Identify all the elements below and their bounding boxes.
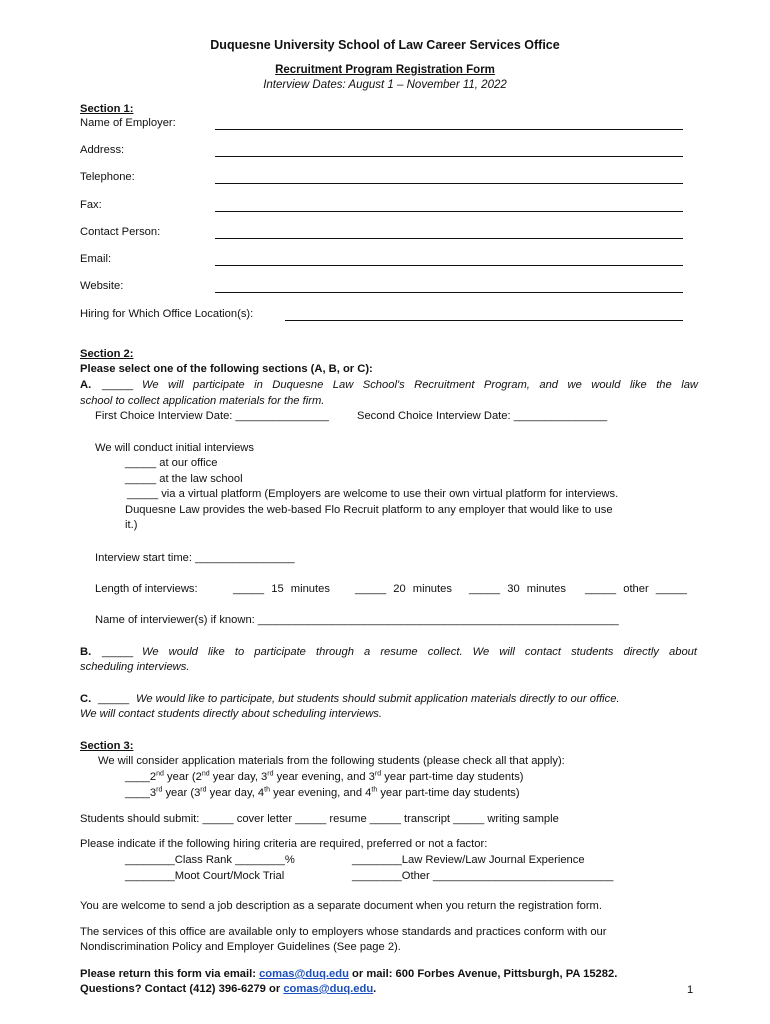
length-15-option[interactable]: _____ 15 minutes (233, 583, 330, 595)
option-b-label: B. (80, 646, 92, 658)
email-label: Email: (80, 253, 112, 265)
section2-heading: Section 2: (80, 348, 134, 360)
law-review-option[interactable]: ________Law Review/Law Journal Experience (352, 854, 585, 866)
org-title: Duquesne University School of Law Career Services Office (210, 38, 560, 52)
second-year-option[interactable]: ____2nd year (2nd year day, 3rd year evening, and 3rd year part-time day students) (125, 770, 524, 783)
questions-contact: Questions? Contact (412) 396-6279 or comas@duq.edu. (80, 983, 377, 995)
telephone-field[interactable] (215, 183, 683, 184)
option-c-blank[interactable]: _____ (98, 693, 130, 705)
employer-label: Name of Employer: (80, 117, 176, 129)
email-link[interactable]: comas@duq.edu (259, 968, 349, 980)
address-field[interactable] (215, 156, 683, 157)
option-our-office[interactable]: _____ at our office (125, 457, 218, 469)
third-year-option[interactable]: ____3rd year (3rd year day, 4th year evening, and 4th year part-time day students) (125, 786, 520, 799)
hiring-criteria-label: Please indicate if the following hiring criteria are required, preferred or not a factor: (80, 838, 488, 850)
address-label: Address: (80, 144, 125, 156)
services-note-line2: Nondiscrimination Policy and Employer Guidelines (See page 2). (80, 941, 401, 953)
page-number: 1 (687, 984, 694, 996)
length-other-option[interactable]: _____ other _____ (585, 583, 687, 595)
job-description-note: You are welcome to send a job description as a separate document when you return the registration form. (80, 900, 602, 912)
employer-field[interactable] (215, 129, 683, 130)
first-choice-date[interactable]: First Choice Interview Date: _______________ (95, 410, 329, 422)
second-choice-date[interactable]: Second Choice Interview Date: _______________ (357, 410, 608, 422)
option-a-label: A. (80, 379, 92, 391)
length-of-interviews-label: Length of interviews: (95, 583, 198, 595)
other-criteria-option[interactable]: ________Other _____________________________ (352, 870, 614, 882)
option-b-blank[interactable]: _____ (102, 646, 134, 658)
fax-field[interactable] (215, 211, 683, 212)
length-20-option[interactable]: _____ 20 minutes (355, 583, 452, 595)
option-b-text-line1: We would like to participate through a resume collect. We will contact students directly about (142, 646, 697, 658)
interviewer-names-field[interactable]: Name of interviewer(s) if known: __________________________________________________________ (95, 614, 619, 626)
class-rank-option[interactable]: ________Class Rank ________% (125, 854, 295, 866)
interview-dates: Interview Dates: August 1 – November 11, 2022 (263, 79, 507, 91)
option-c-label: C. (80, 693, 92, 705)
option-c-text-line2: We will contact students directly about scheduling interviews. (80, 708, 383, 720)
contact-field[interactable] (215, 238, 683, 239)
interview-start-time[interactable]: Interview start time: ________________ (95, 552, 295, 564)
questions-email-link[interactable]: comas@duq.edu (283, 983, 374, 995)
moot-court-option[interactable]: ________Moot Court/Mock Trial (125, 870, 285, 882)
option-a-blank[interactable]: _____ (102, 379, 134, 391)
option-virtual-platform[interactable]: _____ via a virtual platform (Employers are welcome to use their own virtual platform for interviews. (127, 488, 619, 500)
option-a-text-line2: school to collect application materials for the firm. (80, 395, 325, 407)
return-instructions: Please return this form via email: comas@duq.edu or mail: 600 Forbes Avenue, Pittsburgh, PA 15282. (80, 968, 618, 980)
initial-interviews-label: We will conduct initial interviews (95, 442, 254, 454)
website-field[interactable] (215, 292, 683, 293)
option-law-school[interactable]: _____ at the law school (125, 473, 243, 485)
consider-students-label: We will consider application materials from the following students (please check all that apply): (98, 755, 565, 767)
students-should-submit[interactable]: Students should submit: _____ cover letter _____ resume _____ transcript _____ writing sample (80, 813, 559, 825)
length-30-option[interactable]: _____ 30 minutes (469, 583, 566, 595)
office-location-label: Hiring for Which Office Location(s): (80, 308, 254, 320)
website-label: Website: (80, 280, 124, 292)
option-b-text-line2: scheduling interviews. (80, 661, 190, 673)
services-note-line1: The services of this office are available only to employers whose standards and practices conform with our (80, 926, 607, 938)
contact-label: Contact Person: (80, 226, 161, 238)
section1-heading: Section 1: (80, 103, 134, 115)
virtual-platform-note-line3: it.) (125, 519, 138, 531)
option-a-text-line1: We will participate in Duquesne Law School's Recruitment Program, and we would like the law (142, 379, 698, 391)
fax-label: Fax: (80, 199, 102, 211)
email-field[interactable] (215, 265, 683, 266)
option-c-text-line1: We would like to participate, but students should submit application materials directly to our office. (136, 693, 620, 705)
virtual-platform-note-line2: Duquesne Law provides the web-based Flo Recruit platform to any employer that would like to use (125, 504, 613, 516)
section3-heading: Section 3: (80, 740, 134, 752)
telephone-label: Telephone: (80, 171, 135, 183)
office-location-field[interactable] (285, 320, 683, 321)
section2-instruction: Please select one of the following sections (A, B, or C): (80, 363, 373, 375)
form-title: Recruitment Program Registration Form (275, 64, 495, 76)
